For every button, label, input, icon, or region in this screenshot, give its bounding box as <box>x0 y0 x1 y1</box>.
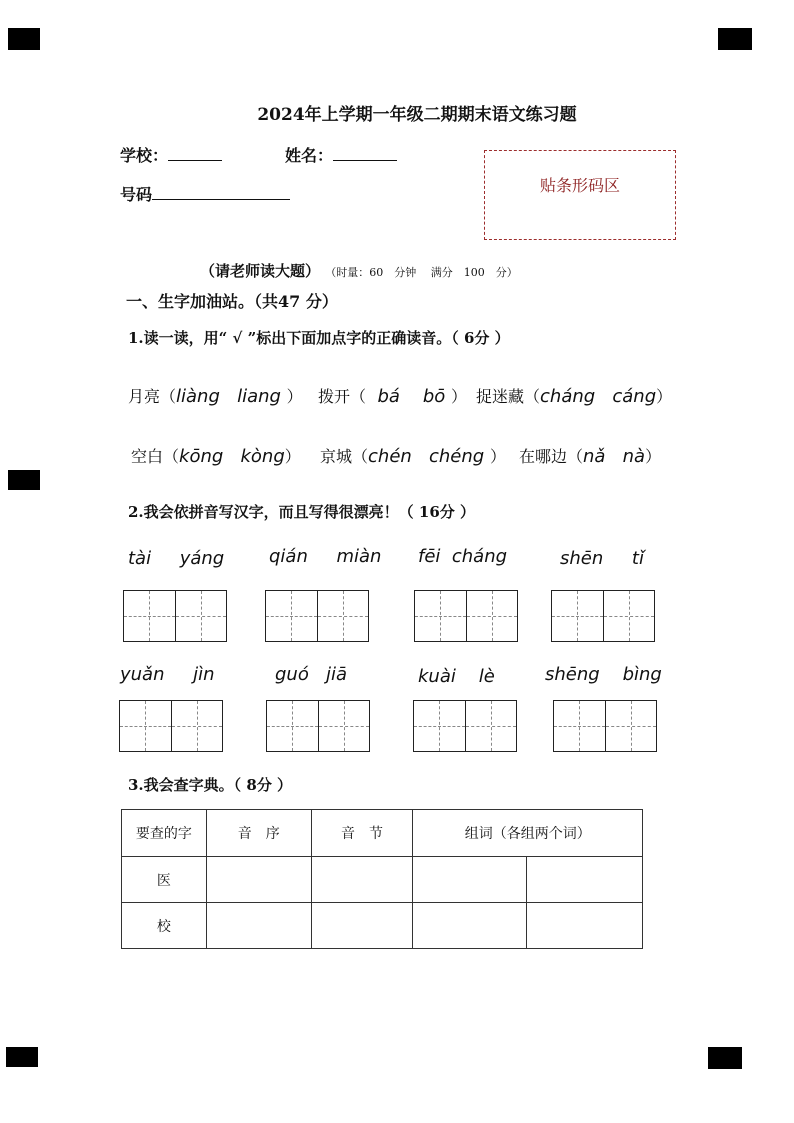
table-row <box>122 857 643 903</box>
grid-cell[interactable] <box>319 701 370 751</box>
writing-grid[interactable] <box>266 700 370 752</box>
q2-pinyin-label <box>545 664 662 685</box>
q1-close-paren: ） <box>286 387 303 406</box>
school-blank[interactable] <box>168 144 222 161</box>
number-field <box>120 182 290 205</box>
character-cell: 医 <box>122 857 207 903</box>
pinyin-option[interactable]: chéng <box>428 446 485 467</box>
q2-pinyin-label <box>269 546 381 567</box>
pinyin-syllable: tài <box>128 548 152 569</box>
barcode-label: 贴条形码区 <box>539 176 620 195</box>
q2-pinyin-label <box>560 548 644 569</box>
pinyin-option[interactable]: kòng <box>240 446 285 467</box>
side-marker-left <box>8 470 40 490</box>
q1-word: 捉迷藏（ <box>476 387 541 406</box>
header-cell: 要查的字 <box>122 810 207 857</box>
pinyin-syllable: kuài <box>418 666 456 687</box>
writing-grid[interactable] <box>265 590 369 642</box>
corner-marker-bottom-left <box>6 1047 38 1067</box>
q2-pinyin-label <box>120 664 215 685</box>
pinyin-syllable: lè <box>478 666 495 687</box>
pinyin-option[interactable]: bō <box>422 386 446 407</box>
pinyin-syllable: cháng <box>451 546 508 567</box>
q1-row1-item2 <box>318 384 467 407</box>
pinyin-syllable: yáng <box>179 548 225 569</box>
grid-cell[interactable] <box>552 591 604 641</box>
grid-cell[interactable] <box>124 591 176 641</box>
pinyin-syllable: jiā <box>326 664 348 685</box>
q1-row2-item3 <box>519 444 661 467</box>
q1-word: 京城（ <box>320 447 369 466</box>
q1-row1-item1 <box>128 384 303 407</box>
pinyin-syllable: guó <box>275 664 309 685</box>
answer-cell[interactable] <box>527 903 643 949</box>
grid-cell[interactable] <box>267 701 319 751</box>
answer-cell[interactable] <box>413 903 527 949</box>
barcode-area <box>484 150 676 240</box>
q1-word: 月亮（ <box>128 387 177 406</box>
grid-cell[interactable] <box>415 591 467 641</box>
pinyin-option[interactable]: cháng <box>540 386 596 407</box>
grid-cell[interactable] <box>467 591 518 641</box>
pinyin-syllable: qián <box>269 546 308 567</box>
question-3-prompt: 3.我会查字典。（ 8分 ） <box>128 776 293 794</box>
writing-grid[interactable] <box>553 700 657 752</box>
header-cell: 组词（各组两个词） <box>413 810 643 857</box>
grid-cell[interactable] <box>554 701 606 751</box>
answer-cell[interactable] <box>311 857 413 903</box>
q1-close-paren: ） <box>645 447 662 466</box>
corner-marker-top-right <box>718 28 752 50</box>
number-label: 号码 <box>120 185 153 204</box>
writing-grid[interactable] <box>551 590 655 642</box>
header-cell: 音 序 <box>206 810 311 857</box>
instruction-note: （时量：60 分钟 满分 100 分） <box>325 266 518 279</box>
answer-cell[interactable] <box>311 903 413 949</box>
grid-cell[interactable] <box>120 701 172 751</box>
table-row <box>122 903 643 949</box>
answer-cell[interactable] <box>527 857 643 903</box>
q2-pinyin-label <box>418 666 495 687</box>
answer-cell[interactable] <box>413 857 527 903</box>
pinyin-option[interactable]: kōng <box>179 446 224 467</box>
pinyin-option[interactable]: liang <box>237 386 281 407</box>
grid-cell[interactable] <box>414 701 466 751</box>
grid-cell[interactable] <box>266 591 318 641</box>
header-cell: 音 节 <box>311 810 413 857</box>
q2-pinyin-label <box>418 546 507 567</box>
pinyin-option[interactable]: bá <box>377 386 400 407</box>
q1-close-paren: ） <box>284 447 301 466</box>
pinyin-syllable: bìng <box>622 664 662 685</box>
writing-grid[interactable] <box>414 590 518 642</box>
dictionary-table <box>121 809 643 949</box>
pinyin-option[interactable]: nǎ <box>583 446 606 467</box>
pinyin-syllable: fēi <box>418 546 441 567</box>
pinyin-syllable: shēng <box>545 664 600 685</box>
pinyin-option[interactable]: liàng <box>176 386 220 407</box>
character-cell: 校 <box>122 903 207 949</box>
q1-row2-item2 <box>320 444 506 467</box>
answer-cell[interactable] <box>206 857 311 903</box>
q1-row1-item3 <box>476 384 672 407</box>
writing-grid[interactable] <box>413 700 517 752</box>
pinyin-syllable: yuǎn <box>120 664 165 685</box>
name-blank[interactable] <box>333 144 397 161</box>
q1-row2-item1 <box>131 444 301 467</box>
writing-grid[interactable] <box>123 590 227 642</box>
name-label: 姓名： <box>285 146 334 165</box>
pinyin-option[interactable]: chén <box>368 446 412 467</box>
section-1-heading: 一、生字加油站。（共47 分） <box>126 292 338 311</box>
table-header-row <box>122 810 643 857</box>
pinyin-syllable: jìn <box>193 664 215 685</box>
pinyin-syllable: tǐ <box>631 548 644 569</box>
grid-cell[interactable] <box>604 591 655 641</box>
grid-cell[interactable] <box>176 591 227 641</box>
pinyin-option[interactable]: nà <box>622 446 646 467</box>
grid-cell[interactable] <box>606 701 657 751</box>
school-field <box>120 143 222 166</box>
q1-close-paren: ） <box>656 387 673 406</box>
q1-close-paren: ） <box>489 447 506 466</box>
question-1-prompt: 1.读一读，用“ √ ”标出下面加点字的正确读音。（ 6分 ） <box>128 329 510 347</box>
number-blank[interactable] <box>152 183 290 200</box>
pinyin-syllable: miàn <box>336 546 382 567</box>
pinyin-syllable: shēn <box>560 548 604 569</box>
pinyin-option[interactable]: cáng <box>612 386 657 407</box>
page-title: 2024年上学期一年级二期期末语文练习题 <box>257 105 577 125</box>
grid-cell[interactable] <box>172 701 223 751</box>
q2-pinyin-label <box>275 664 347 685</box>
q1-word: 在哪边（ <box>519 447 584 466</box>
q1-word: 拨开（ <box>318 387 367 406</box>
name-field <box>285 143 397 166</box>
answer-cell[interactable] <box>206 903 311 949</box>
q1-word: 空白（ <box>131 447 180 466</box>
q1-close-paren: ） <box>451 387 468 406</box>
q2-pinyin-label <box>128 548 224 569</box>
corner-marker-bottom-right <box>708 1047 742 1069</box>
school-label: 学校： <box>120 146 169 165</box>
question-2-prompt: 2.我会依拼音写汉字，而且写得很漂亮！（ 16分 ） <box>128 503 475 521</box>
writing-grid[interactable] <box>119 700 223 752</box>
instruction-main: （请老师读大题） <box>200 262 321 280</box>
corner-marker-top-left <box>8 28 40 50</box>
instruction-line <box>200 260 518 281</box>
grid-cell[interactable] <box>318 591 369 641</box>
grid-cell[interactable] <box>466 701 517 751</box>
